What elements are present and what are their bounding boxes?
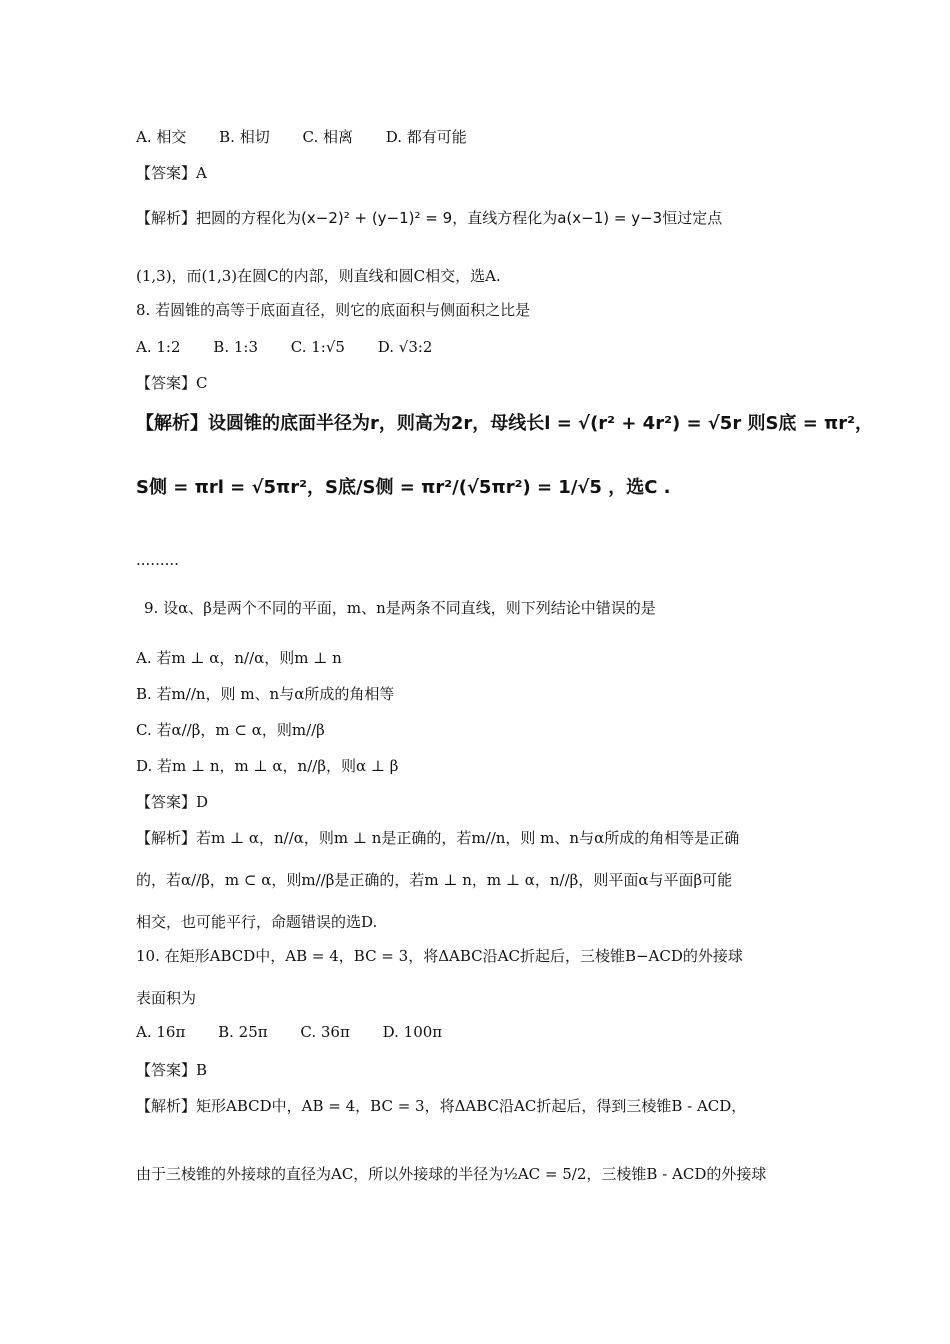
q9-analysis-line1: 【解析】若m ⊥ α，n//α，则m ⊥ n是正确的，若m//n，则 m、n与α所成的角相等是正确 (136, 829, 740, 847)
q8-analysis-line2: S侧 = πrl = √5πr²，S底/S侧 = πr²/(√5πr²) = 1/√5 ，选C . (136, 477, 671, 498)
separator-dots: ......... (136, 551, 179, 569)
q7-answer: 【答案】A (136, 164, 207, 182)
q10-analysis-line2: 由于三棱锥的外接球的直径为AC，所以外接球的半径为½AC = 5/2，三棱锥B - ACD的外接球 (136, 1165, 767, 1183)
q7-circle-equation: (x−2)² + (y−1)² = 9 (301, 209, 453, 227)
q7-analysis-line1: 【解析】把圆的方程化为(x−2)² + (y−1)² = 9，直线方程化为a(x−1) = y−3恒过定点 (136, 209, 723, 227)
q8-option-a: A. 1:2 (136, 338, 181, 356)
q8-question: 8. 若圆锥的高等于底面直径，则它的底面积与侧面积之比是 (136, 301, 531, 319)
q10-option-d: D. 100π (382, 1023, 443, 1041)
q9-question: 9. 设α、β是两个不同的平面，m、n是两条不同直线，则下列结论中错误的是 (144, 599, 656, 617)
q9-analysis-line2: 的，若α//β，m ⊂ α，则m//β是正确的，若m ⊥ n，m ⊥ α，n//β，则平面α与平面β可能 (136, 871, 733, 889)
q8-analysis-line1: 【解析】设圆锥的底面半径为r，则高为2r，母线长l = √(r² + 4r²) = √5r 则S底 = πr²， (136, 413, 874, 434)
q8-answer: 【答案】C (136, 374, 208, 392)
q8-option-c: C. 1:√5 (290, 338, 345, 356)
q10-analysis-line1: 【解析】矩形ABCD中，AB = 4，BC = 3，将ΔABC沿AC折起后，得到三棱锥B - ACD， (136, 1097, 747, 1115)
q9-option-a: A. 若m ⊥ α，n//α，则m ⊥ n (136, 649, 342, 667)
q8-option-b: B. 1:3 (213, 338, 258, 356)
q10-option-c: C. 36π (300, 1023, 350, 1041)
q7-option-c: C. 相离 (302, 128, 353, 146)
q10-question-line1: 10. 在矩形ABCD中，AB = 4，BC = 3，将ΔABC沿AC折起后，三棱锥B−ACD的外接球 (136, 947, 743, 965)
q9-analysis-line3: 相交，也可能平行，命题错误的选D. (136, 913, 378, 931)
q9-answer: 【答案】D (136, 793, 209, 811)
q10-option-a: A. 16π (136, 1023, 186, 1041)
q7-option-d: D. 都有可能 (385, 128, 467, 146)
q7-options (136, 127, 467, 147)
q7-analysis-line2: (1,3)，而(1,3)在圆C的内部，则直线和圆C相交，选A. (136, 267, 501, 285)
q9-option-d: D. 若m ⊥ n，m ⊥ α，n//β，则α ⊥ β (136, 757, 399, 775)
q10-option-b: B. 25π (218, 1023, 268, 1041)
q9-option-c: C. 若α//β，m ⊂ α，则m//β (136, 721, 325, 739)
q7-option-b: B. 相切 (219, 128, 270, 146)
q8-options (136, 337, 432, 357)
q10-answer: 【答案】B (136, 1061, 208, 1079)
q10-options (136, 1022, 442, 1042)
q10-question-line2: 表面积为 (136, 989, 197, 1007)
q9-option-b: B. 若m//n，则 m、n与α所成的角相等 (136, 685, 395, 703)
q7-option-a: A. 相交 (136, 128, 187, 146)
q8-option-d: D. √3:2 (377, 338, 433, 356)
q7-line-equation: a(x−1) = y−3 (557, 209, 663, 227)
